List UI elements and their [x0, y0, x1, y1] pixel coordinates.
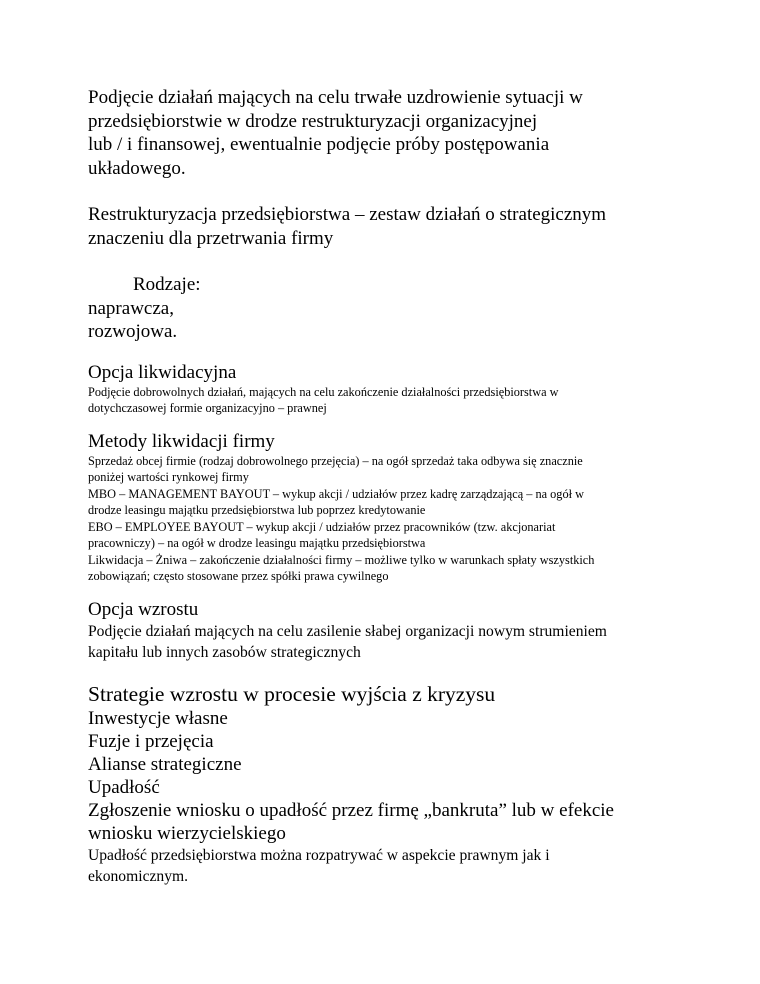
types-section	[88, 273, 708, 344]
strategy-item: wniosku wierzycielskiego	[88, 822, 286, 844]
body-line: pracowniczy) – na ogół w drodze leasingu majątku przedsiębiorstwa	[88, 536, 426, 550]
intro-line: Podjęcie działań mających na celu trwałe uzdrowienie sytuacji w	[88, 87, 583, 108]
types-item: rozwojowa.	[88, 321, 178, 342]
definition-line: znaczeniu dla przetrwania firmy	[88, 227, 334, 249]
growth-strategies-section	[88, 682, 708, 845]
body-line: poniżej wartości rynkowej firmy	[88, 470, 249, 484]
body-line: Likwidacja – Żniwa – zakończenie działalności firmy – możliwe tylko w warunkach spłaty wszystkich	[88, 552, 595, 567]
strategy-item: Zgłoszenie wniosku o upadłość przez firmę „bankruta” lub w efekcie	[88, 799, 614, 821]
section-heading: Strategie wzrostu w procesie wyjścia z kryzysu	[88, 681, 496, 706]
definition-line: Restrukturyzacja przedsiębiorstwa – zestaw działań o strategicznym	[88, 204, 607, 225]
body-line: kapitału lub innych zasobów strategicznych	[88, 643, 361, 661]
section-heading: Opcja likwidacyjna	[88, 361, 237, 383]
document-page	[88, 86, 708, 887]
bankruptcy-paragraph	[88, 845, 708, 887]
liquidation-methods-section	[88, 431, 708, 585]
strategy-item: Inwestycje własne	[88, 707, 228, 729]
body-line: EBO – EMPLOYEE BAYOUT – wykup akcji / udziałów przez pracowników (tzw. akcjonariat	[88, 519, 556, 534]
body-line: dotychczasowej formie organizacyjno – prawnej	[88, 401, 327, 415]
strategy-item: Alianse strategiczne	[88, 753, 242, 775]
strategy-item: Fuzje i przejęcia	[88, 730, 214, 752]
body-line: drodze leasingu majątku przedsiębiorstwa lub poprzez kredytowanie	[88, 503, 426, 517]
strategy-item: Upadłość	[88, 776, 160, 798]
body-line: Sprzedaż obcej firmie (rodzaj dobrowolnego przejęcia) – na ogół sprzedaż taka odbywa się znacznie	[88, 453, 583, 468]
body-line: MBO – MANAGEMENT BAYOUT – wykup akcji / udziałów przez kadrę zarządzającą – na ogół w	[88, 486, 584, 501]
intro-line: układowego.	[88, 157, 186, 179]
types-label: Rodzaje:	[133, 274, 201, 295]
liquidation-option-section	[88, 362, 708, 417]
body-line: Podjęcie dobrowolnych działań, mających na celu zakończenie działalności przedsiębiorstwa w	[88, 384, 559, 399]
section-heading: Opcja wzrostu	[88, 598, 199, 620]
body-line: Upadłość przedsiębiorstwa można rozpatrywać w aspekcie prawnym jak i	[88, 846, 550, 864]
intro-line: przedsiębiorstwie w drodze restrukturyzacji organizacyjnej	[88, 110, 538, 132]
body-line: zobowiązań; często stosowane przez spółki prawa cywilnego	[88, 569, 389, 583]
intro-paragraph	[88, 86, 708, 180]
definition-paragraph	[88, 203, 708, 250]
body-line: Podjęcie działań mających na celu zasilenie słabej organizacji nowym strumieniem	[88, 622, 607, 640]
types-item: naprawcza,	[88, 297, 174, 319]
section-heading: Metody likwidacji firmy	[88, 430, 275, 452]
body-line: ekonomicznym.	[88, 867, 189, 885]
growth-option-section	[88, 599, 708, 663]
intro-line: lub / i finansowej, ewentualnie podjęcie próby postępowania	[88, 134, 550, 155]
